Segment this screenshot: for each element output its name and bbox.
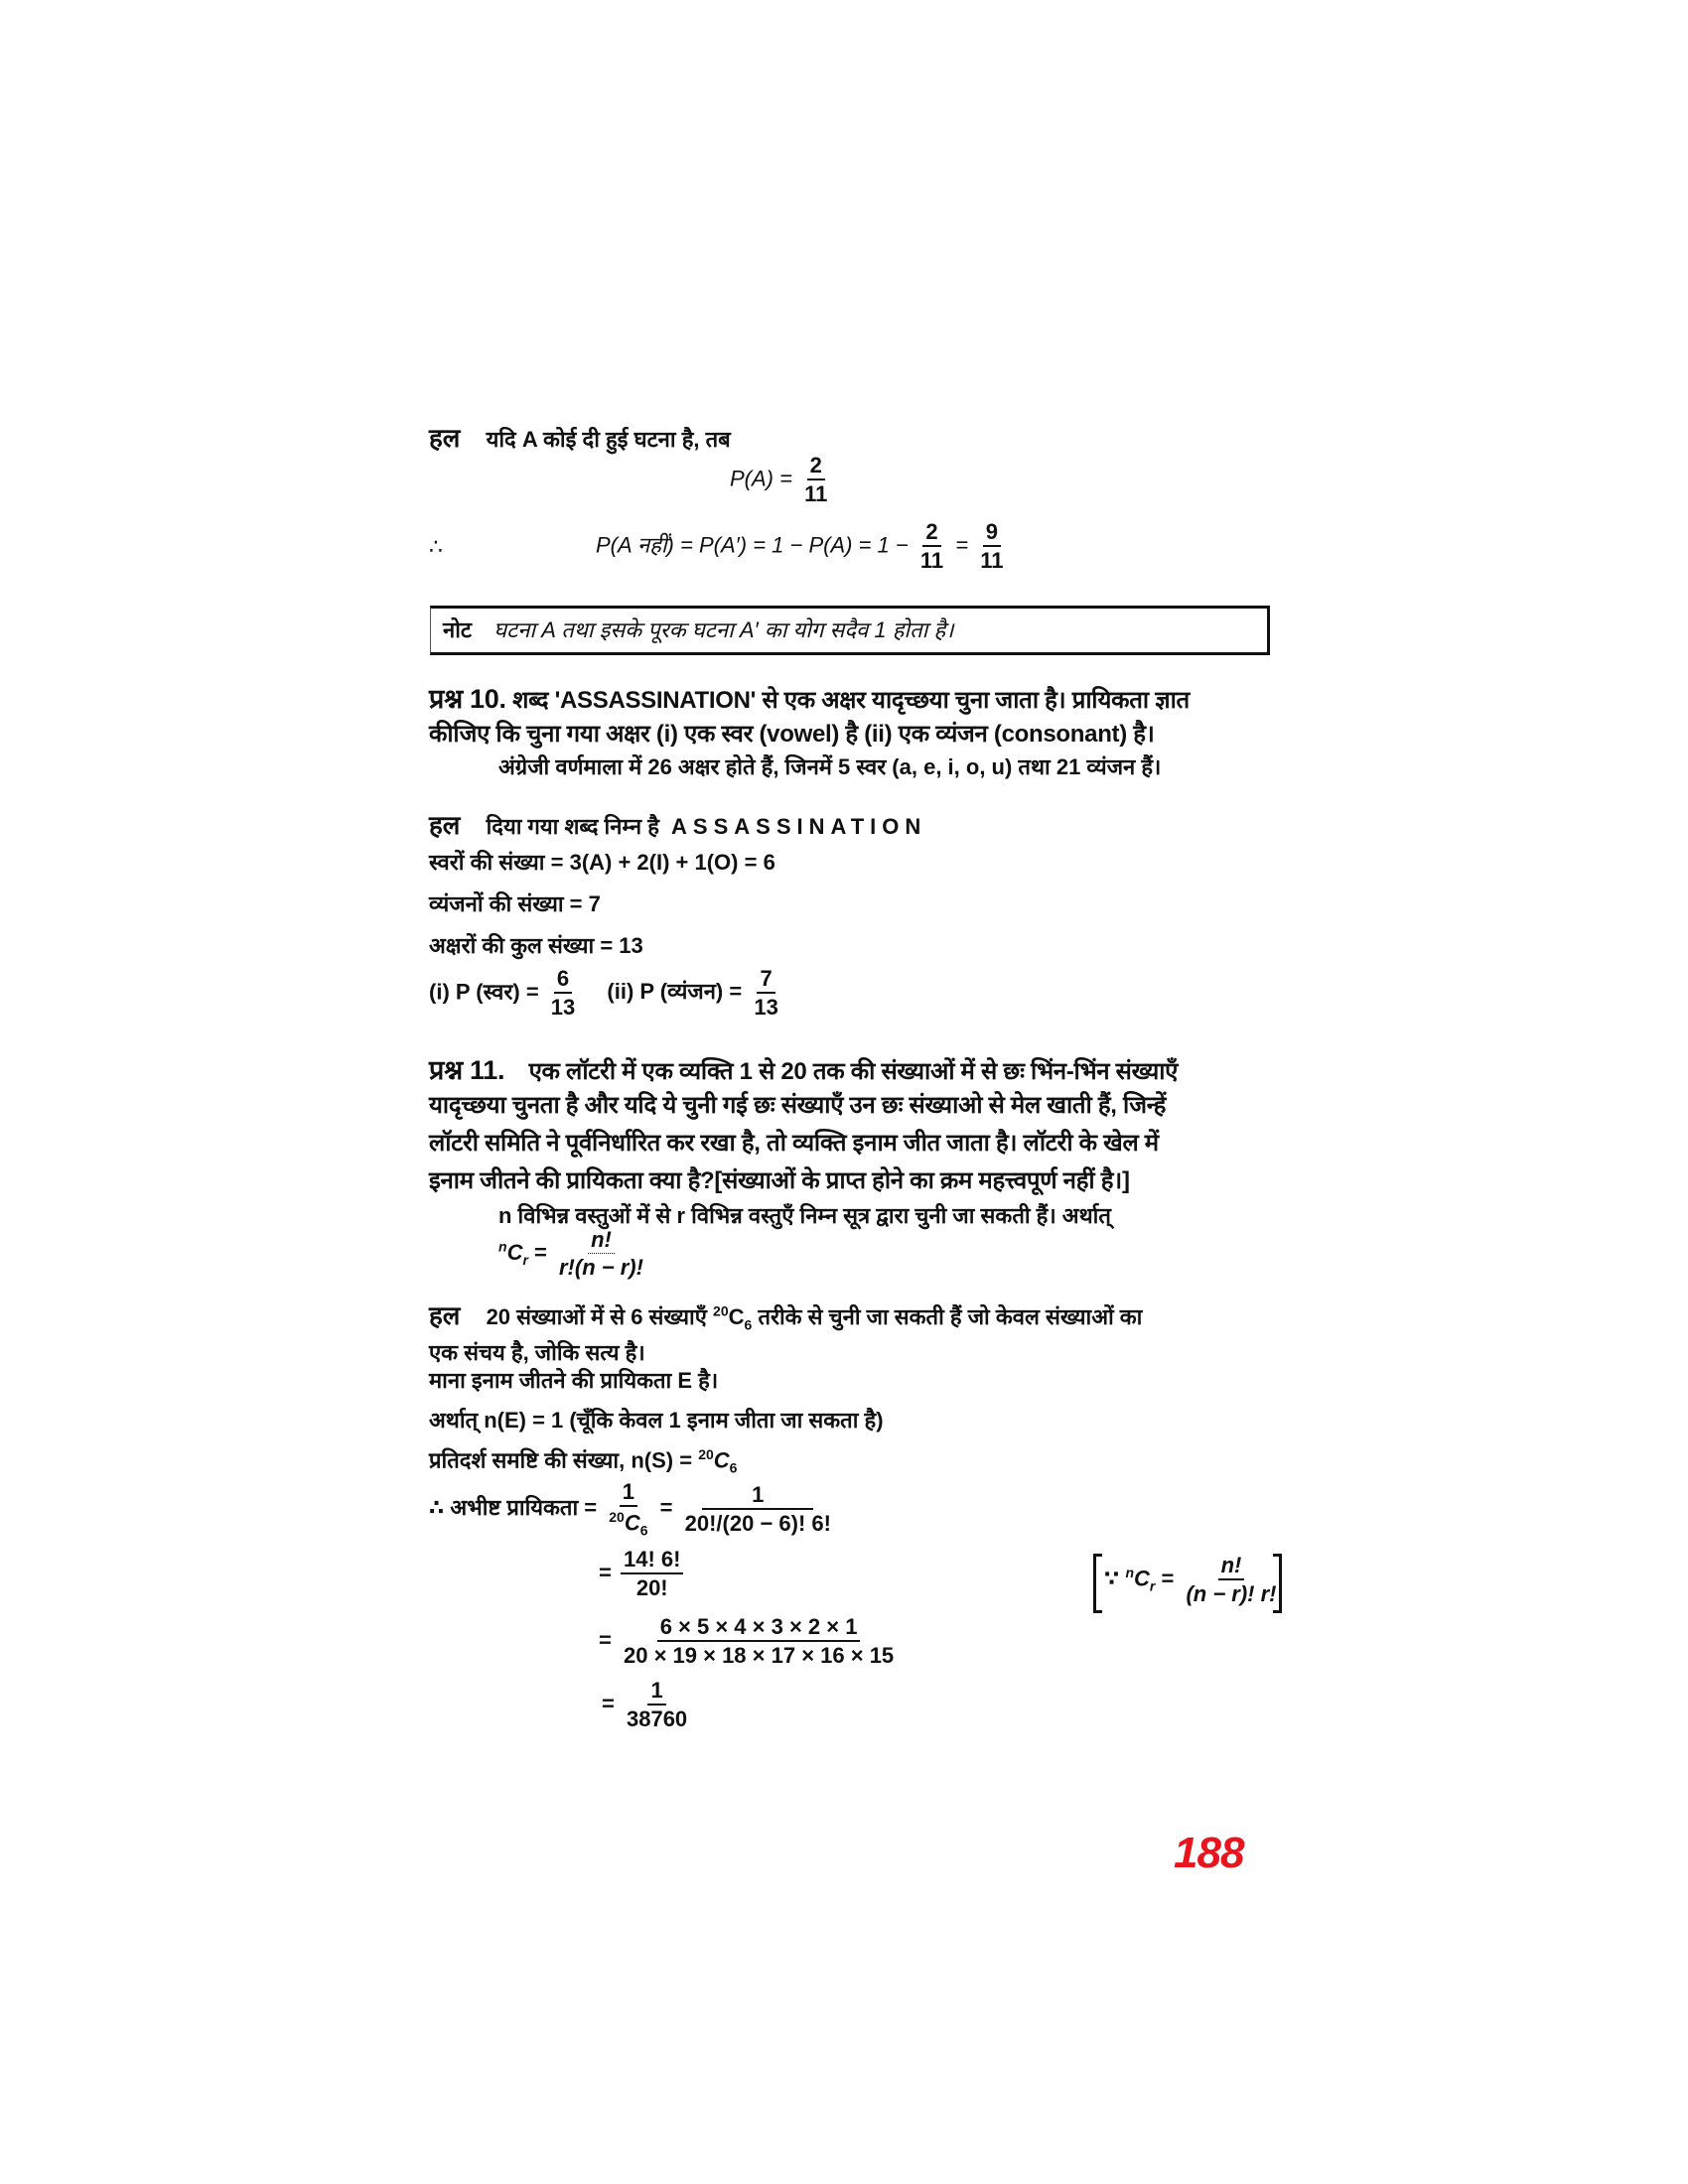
equals-sign: =: [599, 1560, 612, 1585]
sample-space-text: प्रतिदर्श समष्टि की संख्या, n(S) =: [429, 1447, 693, 1473]
formula-sup: n: [498, 1238, 507, 1255]
combination-c: C: [713, 1447, 730, 1473]
equals-sign: =: [659, 1495, 673, 1521]
fraction-numerator: 9: [983, 521, 1001, 547]
sup-20: 20: [609, 1509, 625, 1525]
required-probability-label: ∴ अभीष्ट प्रायिकता =: [429, 1495, 598, 1521]
side-fraction: [1183, 1555, 1279, 1605]
step2-fraction: [621, 1549, 683, 1599]
solution11-line4: अर्थात् n(E) = 1 (चूँकि केवल 1 इनाम जीता जा सकता है): [429, 1408, 884, 1433]
solution-label: हल: [429, 423, 461, 453]
p-vowel-fraction: [548, 968, 578, 1019]
fraction-numerator: 1: [702, 1484, 813, 1510]
question11-text: एक लॉटरी में एक व्यक्ति 1 से 20 तक की संख्याओं में से छः भिंन-भिंन संख्याएँ: [528, 1058, 1179, 1085]
solution11-line2: एक संचय है, जोकि सत्य है।: [429, 1340, 645, 1365]
solution11-text-a: 20 संख्याओं में से 6 संख्याएँ: [486, 1304, 707, 1329]
equals-sign: =: [1161, 1566, 1175, 1591]
probability-results: [429, 968, 784, 1019]
step4: [602, 1680, 693, 1730]
given-text: दिया गया शब्द निम्न है: [486, 814, 659, 839]
solution11-line5: [429, 1447, 737, 1475]
solution10-given-line: [429, 812, 926, 838]
sup-20: 20: [698, 1446, 714, 1462]
fraction-numerator: 2: [922, 521, 940, 547]
because-symbol: ∵: [1104, 1566, 1120, 1591]
consonants-count: व्यंजनों की संख्या = 7: [429, 891, 601, 916]
fraction-numerator: 7: [757, 968, 774, 994]
combination-c: C: [1134, 1566, 1150, 1591]
note-label: नोट: [443, 617, 472, 642]
side-formula: [1104, 1555, 1283, 1605]
pnot-equation: [596, 521, 1010, 572]
solution-label: हल: [429, 1300, 461, 1330]
pa-lhs: P(A) =: [730, 466, 792, 491]
fraction-denominator: r!(n − r)!: [559, 1255, 643, 1280]
solution9-intro: यदि A कोई दी हुई घटना है, तब: [486, 427, 731, 452]
formula-sub: r: [522, 1252, 528, 1269]
question-label: प्रश्न 11.: [429, 1055, 505, 1085]
fraction-denominator: 13: [754, 995, 778, 1020]
note-text: घटना A तथा इसके पूरक घटना A′ का योग सदैव 1 होता है।: [493, 617, 954, 642]
combination-c: C: [624, 1510, 640, 1536]
combination-formula: $^nC_r$ = $\frac{n!}{r!(n - r)!}$: [498, 1229, 649, 1279]
fraction-denominator: 11: [980, 548, 1004, 573]
fraction-denominator: 20 × 19 × 18 × 17 × 16 × 15: [623, 1643, 895, 1668]
fraction-numerator: 6 × 5 × 4 × 3 × 2 × 1: [657, 1616, 861, 1642]
p-vowel-lhs: (i) P (स्वर) =: [429, 979, 539, 1005]
sub-6: 6: [744, 1316, 753, 1333]
question10-line1: [429, 679, 1190, 716]
pnot-expression: P(A नहीं) = P(A′) = 1 − P(A) = 1 −: [596, 532, 909, 558]
step4-fraction: [624, 1680, 690, 1730]
pnot-fraction-2: [977, 521, 1006, 572]
p-consonant-fraction: [751, 968, 780, 1019]
fraction-numerator: 6: [554, 968, 572, 994]
fraction-denominator: 11: [919, 548, 944, 573]
fraction-denominator: 11: [804, 481, 828, 506]
formula-c: C: [506, 1239, 523, 1265]
note-line: [443, 619, 953, 641]
pnot-fraction-1: [917, 521, 946, 572]
sub-r: r: [1149, 1577, 1156, 1594]
fraction-denominator: 13: [550, 995, 576, 1020]
question-label: प्रश्न 10.: [429, 684, 506, 714]
step3-fraction: [621, 1616, 897, 1667]
question11-line4: इनाम जीतने की प्रायिकता क्या है?[संख्याओं के प्राप्त होने का क्रम महत्त्वपूर्ण नहीं है।]: [429, 1167, 1130, 1194]
fraction-denominator: (n − r)! r!: [1186, 1581, 1277, 1606]
step1b-fraction: [682, 1481, 834, 1536]
fraction-numerator: 2: [807, 455, 825, 480]
sub-6: 6: [639, 1522, 648, 1539]
fraction-numerator: n!: [588, 1229, 615, 1254]
pa-fraction: [801, 455, 830, 505]
p-consonant-lhs: (ii) P (व्यंजन) =: [607, 979, 743, 1005]
equals-sign: =: [955, 532, 969, 558]
question11-line1: [429, 1050, 1178, 1087]
fraction-numerator: n!: [1218, 1555, 1245, 1580]
solution11-line1: [429, 1302, 1142, 1331]
fraction-numerator: 1: [647, 1680, 665, 1706]
fraction-denominator: 20!: [635, 1575, 668, 1600]
fraction-denominator: [606, 1507, 650, 1538]
vowels-count: स्वरों की संख्या = 3(A) + 2(I) + 1(O) = 6: [429, 850, 775, 875]
fraction-numerator: 14! 6!: [621, 1549, 683, 1574]
required-probability: [429, 1481, 837, 1538]
equals-sign: =: [602, 1691, 615, 1716]
solution-label: हल: [429, 810, 461, 840]
total-letters: अक्षरों की कुल संख्या = 13: [429, 933, 643, 958]
fraction-denominator: 38760: [626, 1706, 688, 1731]
step3: [599, 1616, 900, 1667]
combination-c: C: [728, 1304, 745, 1329]
sup-20: 20: [713, 1302, 729, 1319]
given-word: ASSASSINATION: [671, 814, 927, 839]
question11-hint: n विभिन्न वस्तुओं में से r विभिन्न वस्तुएँ निम्न सूत्र द्वारा चुनी जा सकती हैं। अर्थात्: [498, 1203, 1111, 1228]
solution11-text-b: तरीके से चुनी जा सकती हैं जो केवल संख्याओं का: [758, 1304, 1143, 1329]
page-number: 188: [1174, 1829, 1244, 1877]
equals-sign: =: [599, 1627, 612, 1653]
sup-n: n: [1125, 1564, 1134, 1580]
pa-equation: [730, 455, 833, 505]
question10-hint: अंग्रेजी वर्णमाला में 26 अक्षर होते हैं, जिनमें 5 स्वर (a, e, i, o, u) तथा 21 व्यंजन हैं।: [498, 754, 1162, 779]
question11-line3: लॉटरी समिति ने पूर्वनिर्धारित कर रखा है, तो व्यक्ति इनाम जीत जाता है। लॉटरी के खेल में: [429, 1130, 1159, 1157]
question11-line2: यादृच्छया चुनता है और यदि ये चुनी गई छः संख्याएँ उन छः संख्याओ से मेल खाती हैं, जिन्हें: [429, 1092, 1167, 1119]
solution11-line3: माना इनाम जीतने की प्रायिकता E है।: [429, 1368, 719, 1393]
fraction-denominator: 20!/(20 − 6)! 6!: [684, 1510, 831, 1536]
therefore-symbol: ∴: [429, 534, 443, 559]
solution9-intro-line: [429, 425, 731, 451]
question10-text: शब्द 'ASSASSINATION' से एक अक्षर यादृच्छया चुना जाता है। प्रायिकता ज्ञात: [512, 687, 1190, 714]
question10-line2: कीजिए कि चुना गया अक्षर (i) एक स्वर (vowel) है (ii) एक व्यंजन (consonant) है।: [429, 721, 1155, 748]
sub-6: 6: [729, 1459, 738, 1476]
fraction-numerator: 1: [620, 1481, 637, 1507]
formula-fraction: [556, 1229, 646, 1279]
step2: [599, 1549, 686, 1599]
step1-fraction: [606, 1481, 650, 1538]
